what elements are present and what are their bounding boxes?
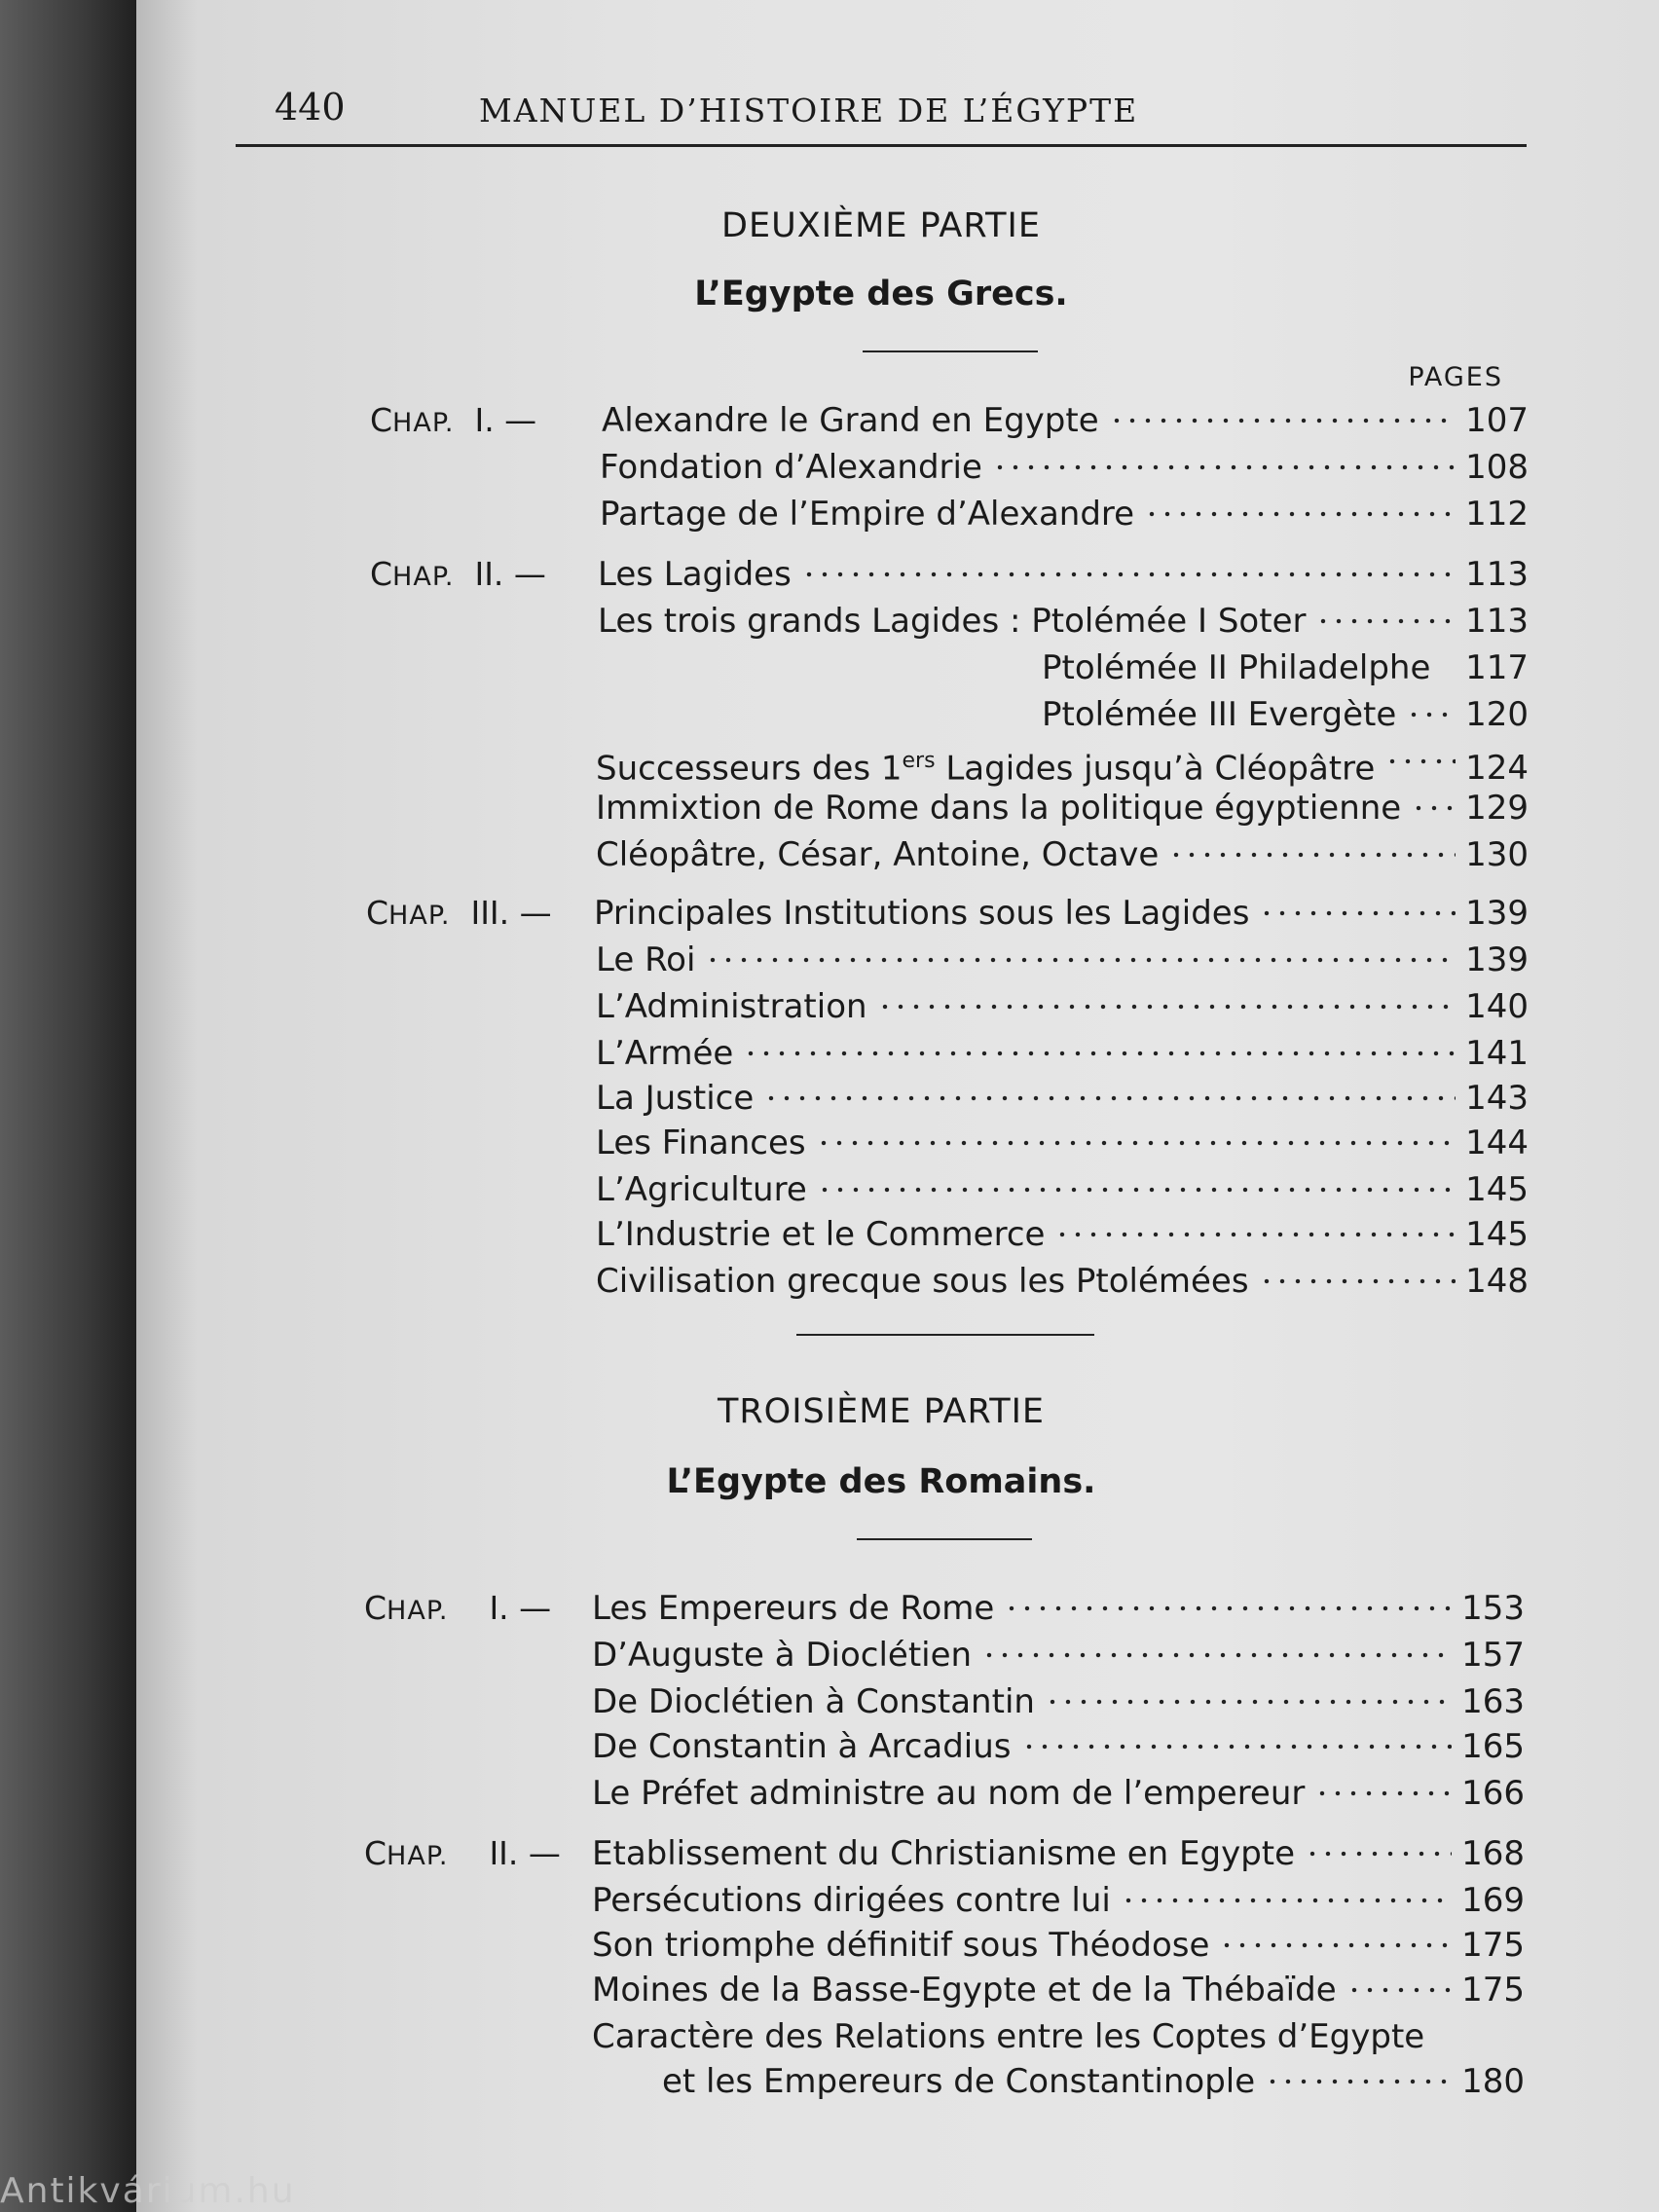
toc-entry[interactable]: Immixtion de Rome dans la politique égyptienne 129 (596, 789, 1529, 828)
toc-entry[interactable]: Moines de la Basse-Egypte et de la Thébaïde 175 (592, 1971, 1525, 2009)
toc-entry[interactable]: et les Empereurs de Constantinople 180 (662, 2062, 1525, 2101)
chapter-label-p2-iii: CHAP. III. — (366, 894, 552, 932)
toc-entry[interactable]: De Dioclétien à Constantin 163 (592, 1682, 1525, 1721)
toc-entry[interactable]: Caractère des Relations entre les Coptes d’Egypte (592, 2017, 1425, 2056)
part3-title: TROISIÈME PARTIE (717, 1392, 1046, 1431)
toc-entry[interactable]: Cléopâtre, César, Antoine, Octave 130 (596, 835, 1529, 874)
chapter-label-p2-ii: CHAP. II. — (370, 555, 546, 593)
book-spine-shadow (0, 0, 156, 2212)
toc-entry[interactable]: Partage de l’Empire d’Alexandre 112 (600, 495, 1529, 534)
toc-entry[interactable]: Les Lagides 113 (598, 555, 1529, 594)
toc-entry[interactable]: Principales Institutions sous les Lagides 139 (594, 894, 1529, 933)
part2-title: DEUXIÈME PARTIE (721, 206, 1041, 245)
toc-entry[interactable]: Ptolémée III Evergète 120 (1042, 695, 1529, 734)
toc-entry[interactable]: La Justice 143 (596, 1079, 1529, 1118)
toc-entry[interactable]: Persécutions dirigées contre lui 169 (592, 1881, 1525, 1920)
chapter-label-p2-i: CHAP. I. — (370, 401, 537, 439)
toc-entry[interactable]: Etablissement du Christianisme en Egypte 168 (592, 1834, 1525, 1873)
toc-entry[interactable]: L’Agriculture 145 (596, 1170, 1529, 1209)
toc-entry[interactable]: Civilisation grecque sous les Ptolémées 148 (596, 1262, 1529, 1301)
part3-subtitle: L’Egypte des Romains. (666, 1462, 1096, 1501)
section-divider (857, 1538, 1032, 1540)
page-number: 440 (275, 86, 346, 129)
toc-entry[interactable]: Ptolémée II Philadelphe 117 (1042, 648, 1529, 687)
toc-entry[interactable]: Les trois grands Lagides : Ptolémée I Soter 113 (598, 602, 1529, 641)
toc-entry[interactable]: Le Roi 139 (596, 940, 1529, 979)
toc-entry[interactable]: L’Armée 141 (596, 1034, 1529, 1073)
section-divider (863, 350, 1038, 352)
toc-entry[interactable]: Fondation d’Alexandrie 108 (600, 448, 1529, 487)
chapter-label-p3-ii: CHAP. II. — (364, 1834, 561, 1872)
watermark-text: Antikvárium.hu (0, 2171, 296, 2211)
toc-entry[interactable]: Les Finances 144 (596, 1124, 1529, 1162)
pages-column-label: PAGES (1408, 362, 1503, 392)
chapter-label-p3-i: CHAP. I. — (364, 1589, 552, 1627)
toc-entry[interactable]: Alexandre le Grand en Egypte 107 (602, 401, 1529, 440)
toc-entry[interactable]: Le Préfet administre au nom de l’empereur 166 (592, 1774, 1525, 1813)
page-header (236, 86, 1527, 147)
toc-entry[interactable]: De Constantin à Arcadius 165 (592, 1727, 1525, 1766)
section-divider (796, 1334, 1094, 1336)
running-title: MANUEL D’HISTOIRE DE L’ÉGYPTE (479, 92, 1139, 129)
toc-entry[interactable]: Successeurs des 1ers Lagides jusqu’à Cléopâtre 124 (596, 749, 1529, 789)
part2-subtitle: L’Egypte des Grecs. (694, 275, 1068, 313)
toc-entry[interactable]: Son triomphe définitif sous Théodose 175 (592, 1926, 1525, 1965)
toc-entry[interactable]: D’Auguste à Dioclétien 157 (592, 1636, 1525, 1675)
toc-entry[interactable]: Les Empereurs de Rome 153 (592, 1589, 1525, 1628)
toc-entry[interactable]: L’Industrie et le Commerce 145 (596, 1215, 1529, 1254)
toc-entry[interactable]: L’Administration 140 (596, 987, 1529, 1026)
